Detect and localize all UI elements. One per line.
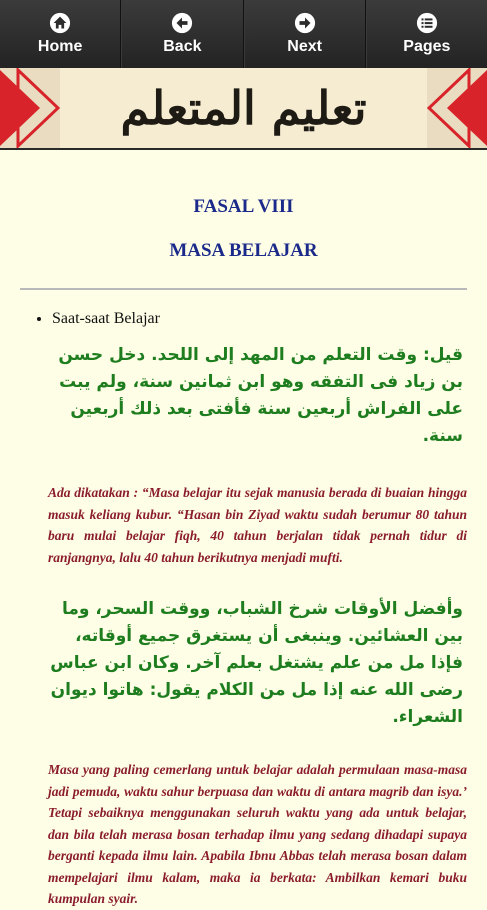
- arrow-right-icon: [294, 12, 316, 34]
- page-content: [0, 150, 487, 328]
- translation-paragraph-2: Masa yang paling cemerlang untuk belajar adalah permulaan masa-masa jadi pemuda, waktu sahur berpuasa dan waktu di antara magrib dan isya.’ Tetapi sebaiknya menggunakan seluruh waktu yang ada untuk belajar, dan bila telah merasa bosan terhadap ilmu yang sedang dihadapi supaya berganti kepada ilmu lain. Apabila Ibnu Abbas telah merasa bosan dalam mempelajari ilmu kalam, maka ia berkata: Ambilkan kemari buku kumpulan syair.: [48, 762, 467, 906]
- top-navbar: [0, 0, 487, 68]
- home-label: Home: [37, 38, 83, 55]
- chapter-title: MASA BELAJAR: [169, 240, 318, 261]
- arabic-paragraph-1: قيل: وقت التعلم من المهد إلى اللحد. دخل حسن بن زياد فى التفقه وهو ابن ثمانين سنة، ولم يبت على الفراش أربعين سنة فأفتى بعد ذلك أربعين سنة.: [58, 345, 463, 446]
- pages-button[interactable]: [366, 0, 487, 68]
- translation-paragraph-1: Ada dikatakan : “Masa belajar itu sejak manusia berada di buaian hingga masuk keliang kubur. “Hasan bin Ziyad waktu sudah berumur 80 tahun baru mulai belajar fiqh, 40 tahun berjalan tidak pernah tidur di ranjangnya, lalu 40 tahun berikutnya menjadi mufti.: [48, 485, 467, 565]
- home-button[interactable]: [0, 0, 121, 68]
- chapter-number: FASAL VIII: [193, 196, 294, 217]
- divider: [20, 288, 467, 290]
- left-ornament-icon: [0, 68, 60, 148]
- section-list: [20, 310, 467, 328]
- list-icon: [416, 12, 438, 34]
- next-label: Next: [287, 38, 322, 55]
- back-label: Back: [163, 38, 202, 55]
- section-item: • Saat-saat Belajar: [52, 310, 467, 328]
- home-icon: [49, 12, 71, 34]
- back-button[interactable]: [121, 0, 243, 68]
- arabic-paragraph-2: وأفضل الأوقات شرخ الشباب، ووقت السحر، وما بين العشائين. وينبغى أن يستغرق جميع أوقاته، فإذا مل من علم يشتغل بعلم آخر. وكان ابن عباس رضى الله عنه إذا مل من الكلام يقول: هاتوا ديوان الشعراء.: [50, 599, 463, 727]
- next-button[interactable]: [244, 0, 366, 68]
- pages-label: Pages: [403, 38, 451, 55]
- arrow-left-icon: [171, 12, 193, 34]
- book-title-calligraphy: تعليم المتعلم: [120, 81, 367, 135]
- right-ornament-icon: [427, 68, 487, 148]
- header-banner: [0, 68, 487, 150]
